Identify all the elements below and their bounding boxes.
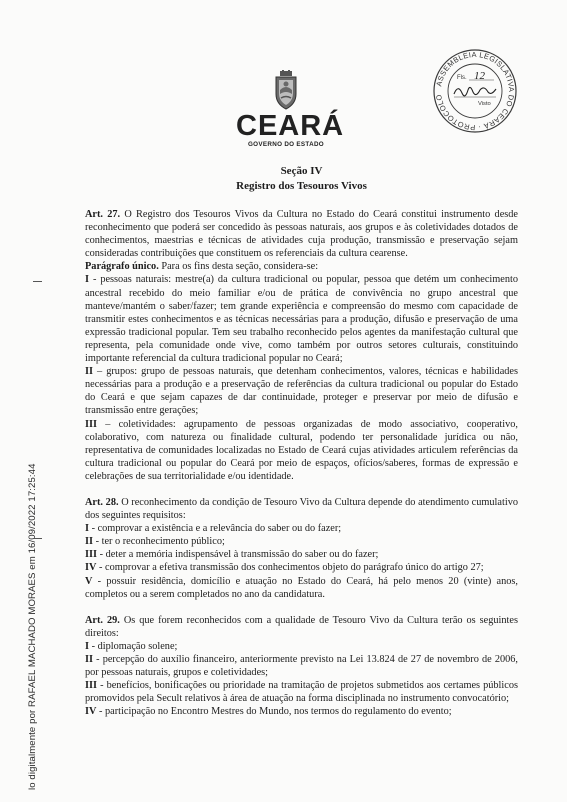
item-text: - deter a memória indispensável à transmissão do saber ou do fazer; <box>97 549 379 561</box>
government-logo <box>236 70 345 148</box>
article-label: Art. 29. <box>85 614 120 626</box>
list-item <box>85 679 518 705</box>
stamp-ring-text: ASSEMBLEIA LEGISLATIVA DO CEARÁ · PROTOCOLO <box>434 49 517 133</box>
list-item <box>85 640 518 653</box>
item-text: - pessoas naturais: mestre(a) da cultura tradicional ou popular, pessoa que detém um conhecimento ancestral recebido do meio familiar e/ou de prática de convivência no grupo ancestral que manteve/mantém o saber/fazer; tem grande experiência e compreensão do mesmo com capacidade de transmitir estes conhecimentos e as técnicas necessárias para a produção, difusão e preservação de uma expressão tradicional popular. Tem seu trabalho reconhecido pelos agentes da manifestação cultural que representa, pela comunidade onde vive, como também por outros setores culturais, constituindo importante referencial da cultura tradicional popular no Ceará; <box>85 274 518 365</box>
item-numeral: III <box>85 418 98 430</box>
digital-signature-note: lo digitalmente por RAFAEL MACHADO MORAES em 16/09/2022 17:25:44 <box>27 463 38 790</box>
item-text: – coletividades: agrupamento de pessoas organizadas de modo associativo, cooperativo, colaborativo, com natureza ou finalidade cultural, podendo ter personalidade jurídica ou não, representativa de comunidades localizadas no Estado de Ceará cujas atividades articulem referências da cultura tradicional ou popular do Ceará por meio de espaços, ofícios/saberes, formas de expressão e celebrações de sua territorialidade e/ou identidade. <box>85 418 518 482</box>
item-numeral: I <box>85 523 90 535</box>
item-numeral: IV <box>85 706 97 718</box>
list-item <box>85 273 518 365</box>
article-label: Art. 28. <box>85 496 119 508</box>
signature-icon <box>454 87 496 95</box>
article-27 <box>85 208 518 260</box>
article-29 <box>85 614 518 640</box>
article-label: Art. 27. <box>85 209 121 220</box>
paragraph-label: Parágrafo único. <box>85 261 159 273</box>
list-item <box>85 418 518 483</box>
list-item <box>85 561 518 574</box>
item-text: - comprovar a efetiva transmissão dos conhecimentos objeto do parágrafo único do artigo 27; <box>96 562 484 574</box>
protocol-stamp <box>432 48 518 134</box>
item-text: - percepção do auxílio financeiro, anteriormente previsto na Lei 13.824 de 27 de novembro de 2006, por pessoas naturais, grupos e coletividades; <box>85 654 518 679</box>
item-text: - possuir residência, domicílio e atuação no Estado do Ceará, há pelo menos 20 (vinte) anos, completos ou a serem completados no ano da candidatura. <box>85 575 518 600</box>
list-item <box>85 705 518 718</box>
item-numeral: II <box>85 654 94 665</box>
brand-name: CEARÁ <box>236 110 345 142</box>
section-title: Seção IV <box>280 165 323 177</box>
stamp-visto-label: Visto <box>478 101 491 107</box>
article-text: O reconhecimento da condição de Tesouro Vivo da Cultura depende do atendimento cumulativo dos seguintes requisitos: <box>85 496 518 522</box>
margin-mark <box>33 538 42 539</box>
list-item <box>85 365 518 417</box>
paragraph-text: Para os fins desta seção, considera-se: <box>158 261 319 273</box>
item-numeral: III <box>85 680 98 692</box>
item-text: - ter o reconhecimento público; <box>93 536 225 548</box>
stamp-fls-value: 12 <box>474 70 485 82</box>
item-numeral: II <box>85 366 94 378</box>
paragrafo-unico <box>85 260 518 273</box>
item-text: - benefícios, bonificações ou prioridade na tramitação de projetos submetidos aos certames públicos promovidos pela Secult relativos à área de atuação na forma disciplinada no instrumento convocatório; <box>85 680 518 705</box>
item-numeral: I <box>85 274 90 286</box>
stamp-fls-label: Fls. <box>457 75 467 81</box>
item-text: - comprovar a existência e a relevância do saber ou do fazer; <box>89 523 342 535</box>
list-item <box>85 575 518 601</box>
list-item <box>85 548 518 561</box>
list-item <box>85 535 518 548</box>
margin-mark <box>33 281 42 282</box>
item-numeral: III <box>85 549 98 561</box>
brand-subtitle: GOVERNO DO ESTADO <box>247 141 324 148</box>
item-numeral: I <box>85 640 90 652</box>
article-28 <box>85 496 518 522</box>
item-numeral: V <box>85 575 93 587</box>
document-body <box>85 164 518 718</box>
list-item <box>85 653 518 679</box>
coat-of-arms-icon <box>271 70 301 110</box>
item-numeral: IV <box>85 562 97 574</box>
article-text: O Registro dos Tesouros Vivos da Cultura no Estado do Ceará constitui instrumento desde reconhecimento que poderá ser concedido às pessoas naturais, aos grupos e às coletividades dotados de conhecimentos, maestrias e técnicas de atividades cuja produção, transmissão e preservação sejam consideradas contribuições que constituem os referenciais da cultura cearense. <box>85 209 518 260</box>
item-text: - diplomação solene; <box>89 640 178 652</box>
item-numeral: II <box>85 536 94 548</box>
svg-text:ASSEMBLEIA LEGISLATIVA DO CEAR <box>434 50 516 132</box>
list-item <box>85 522 518 535</box>
item-text: - participação no Encontro Mestres do Mundo, nos termos do regulamento do evento; <box>96 706 452 718</box>
section-heading <box>85 164 518 193</box>
section-subtitle: Registro dos Tesouros Vivos <box>236 179 367 192</box>
article-text: Os que forem reconhecidos com a qualidade de Tesouro Vivo da Cultura terão os seguintes direitos: <box>85 614 518 639</box>
item-text: – grupos: grupo de pessoas naturais, que detenham conhecimentos, valores, técnicas e habilidades necessárias para a produção e a preservação de referências da cultura tradicional ou popular do Estado do Ceará e que sejam capazes de dar continuidade, proteger e preservar por meio de difusão e transmissão entre gerações; <box>85 366 518 417</box>
